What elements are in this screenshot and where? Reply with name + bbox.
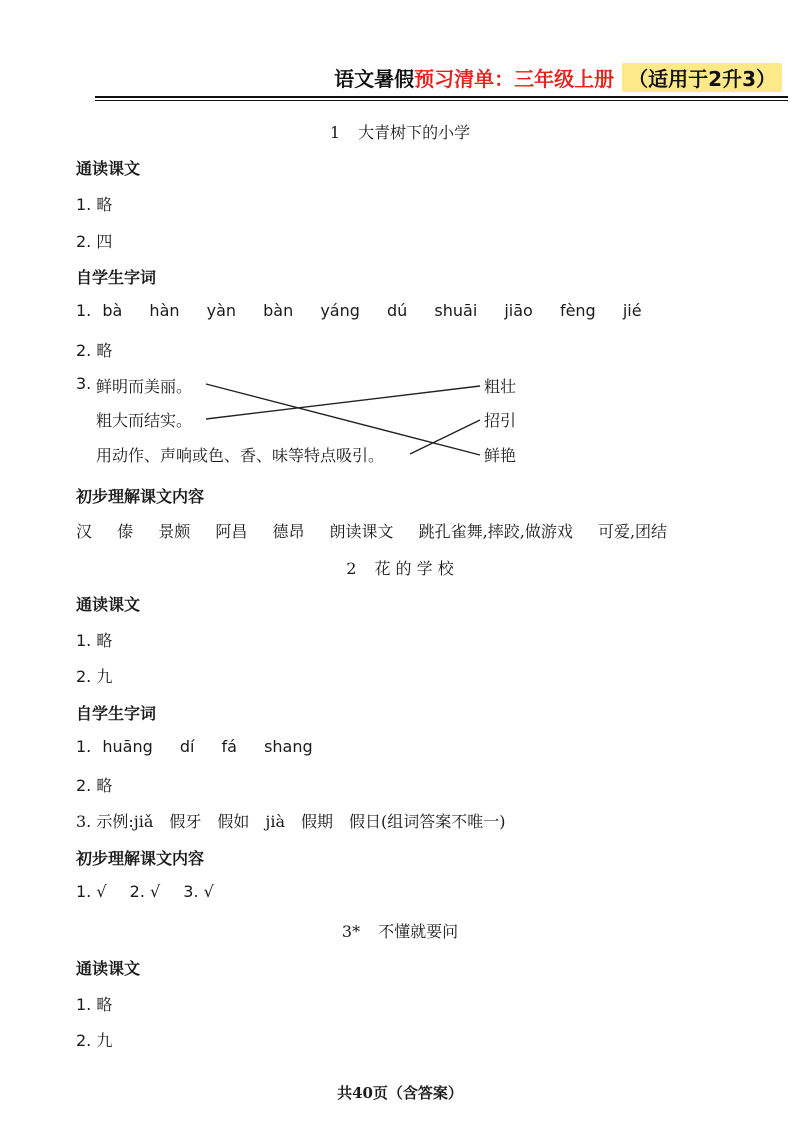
pinyin-item: huāng	[102, 737, 153, 756]
word-answer: 可爱,团结	[597, 522, 668, 541]
word-answer: 傣	[117, 522, 134, 541]
match-left-item: 粗大而结实。	[96, 411, 193, 430]
match-left-item: 用动作、声响或色、香、味等特点吸引。	[96, 446, 385, 465]
word-answer: 朗读课文	[329, 522, 394, 541]
lesson-3-tongdu-answer-1: 1. 略	[76, 995, 113, 1014]
lesson-1-tongdu-heading: 通读课文	[76, 159, 141, 178]
lesson-2-title	[0, 556, 800, 579]
lesson-2-zixue-answer-2: 2. 略	[76, 776, 113, 795]
match-right-item: 粗壮	[484, 377, 517, 396]
lesson-2-number: 2	[346, 559, 357, 578]
lesson-2-name: 花 的 学 校	[374, 559, 454, 578]
lesson-1-zixue-heading: 自学生字词	[76, 268, 157, 287]
lesson-1-tongdu-answer-1: 1. 略	[76, 195, 113, 214]
word-answer: 阿昌	[215, 522, 248, 541]
lesson-1-name: 大青树下的小学	[358, 123, 471, 142]
lesson-2-tongdu-answer-2: 2. 九	[76, 667, 113, 686]
match-line-3	[410, 420, 480, 454]
lesson-1-zixue-answer-2: 2. 略	[76, 341, 113, 360]
lesson-3-number: 3*	[341, 922, 361, 941]
lesson-2-zixue-answer-3: 3. 示例:jiǎ 假牙 假如 jià 假期 假日(组词答案不唯一)	[76, 812, 506, 831]
pinyin-item: shuāi	[434, 301, 478, 320]
match-left-item: 鲜明而美丽。	[96, 377, 193, 396]
pinyin-prefix: 1.	[76, 301, 92, 320]
lesson-1-match-number: 3.	[76, 374, 92, 393]
lesson-1-tongdu-answer-2: 2. 四	[76, 232, 113, 251]
pinyin-item: jiāo	[504, 301, 533, 320]
header-title-note: （适用于2升3）	[622, 63, 782, 92]
pinyin-item: jié	[622, 301, 642, 320]
lesson-2-chubu-heading: 初步理解课文内容	[76, 849, 205, 868]
pinyin-item: dú	[387, 301, 408, 320]
pinyin-item: dí	[179, 737, 195, 756]
pinyin-item: shang	[264, 737, 313, 756]
check-answer: 1. √	[76, 882, 107, 901]
match-line-2	[206, 386, 480, 419]
header-title-main: 预习清单：三年级上册	[414, 66, 615, 91]
page-footer: 共40页（含答案）	[337, 1084, 463, 1102]
pinyin-item: bà	[102, 301, 123, 320]
check-answer: 3. √	[183, 882, 214, 901]
lesson-2-checks-row	[76, 882, 232, 901]
lesson-2-zixue-heading: 自学生字词	[76, 704, 157, 723]
pinyin-item: yàn	[206, 301, 237, 320]
pinyin-item: fèng	[559, 301, 596, 320]
match-right-item: 鲜艳	[484, 446, 517, 465]
lesson-3-title	[0, 919, 800, 942]
pinyin-item: hàn	[149, 301, 180, 320]
word-answer: 德昂	[272, 522, 305, 541]
lesson-2-pinyin-row	[76, 737, 335, 756]
word-answer: 汉	[76, 522, 93, 541]
pinyin-prefix: 1.	[76, 737, 92, 756]
match-line-1	[206, 384, 480, 455]
header-title-prefix: 语文暑假	[334, 66, 415, 91]
word-answer: 跳孔雀舞,摔跤,做游戏	[418, 522, 573, 541]
lesson-1-chubu-heading: 初步理解课文内容	[76, 487, 205, 506]
word-answer: 景颇	[158, 522, 191, 541]
lesson-3-name: 不懂就要问	[378, 922, 459, 941]
lesson-2-tongdu-answer-1: 1. 略	[76, 631, 113, 650]
check-answer: 2. √	[129, 882, 161, 901]
pinyin-item: yáng	[320, 301, 360, 320]
lesson-1-number: 1	[329, 123, 341, 142]
match-right-item: 招引	[484, 411, 517, 430]
lesson-3-tongdu-answer-2: 2. 九	[76, 1031, 113, 1050]
pinyin-item: fá	[221, 737, 237, 756]
lesson-2-tongdu-heading: 通读课文	[76, 595, 141, 614]
lesson-3-tongdu-heading: 通读课文	[76, 959, 141, 978]
lesson-1-words-row	[76, 519, 687, 542]
pinyin-item: bàn	[263, 301, 294, 320]
